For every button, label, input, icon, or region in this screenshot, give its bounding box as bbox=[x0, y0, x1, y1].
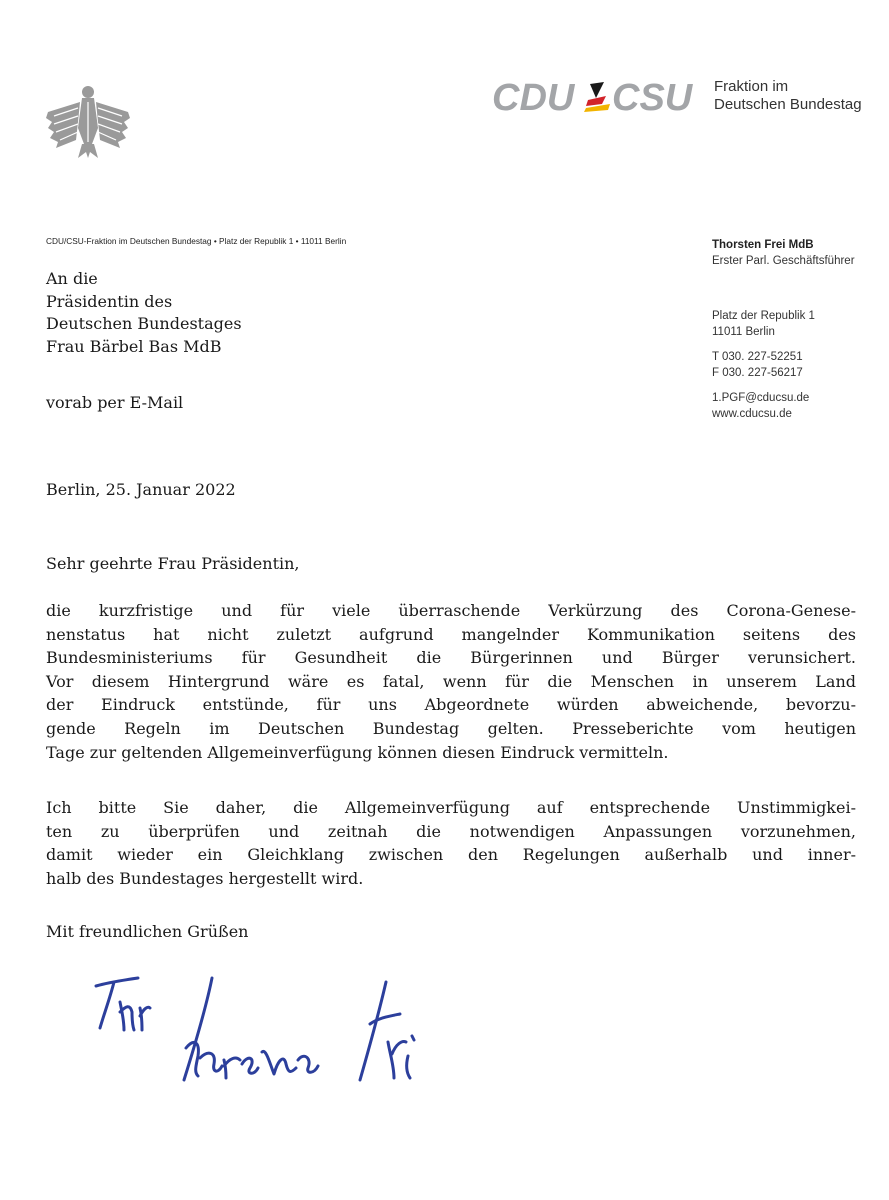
paragraph-line: damit wieder ein Gleichklang zwischen den Regelungen außerhalb und inner- bbox=[46, 845, 856, 865]
body-paragraph-1 bbox=[46, 599, 856, 764]
paragraph-line: die kurzfristige und für viele überraschende Verkürzung des Corona-Genese- bbox=[46, 601, 856, 620]
paragraph-line: Tage zur geltenden Allgemeinverfügung können diesen Eindruck vermitteln. bbox=[46, 742, 669, 762]
recipient-line-1: An die bbox=[46, 269, 98, 288]
body-paragraph-2 bbox=[46, 796, 856, 890]
closing-phrase: Mit freundlichen Grüßen bbox=[46, 922, 249, 941]
cdu-csu-logo bbox=[492, 76, 704, 116]
bundestag-eagle-logo bbox=[42, 82, 134, 160]
sender-phone: T 030. 227-52251 bbox=[712, 351, 803, 363]
date-line: Berlin, 25. Januar 2022 bbox=[46, 480, 236, 499]
sender-block bbox=[712, 237, 855, 422]
return-address: CDU/CSU-Fraktion im Deutschen Bundestag • Platz der Republik 1 • 11011 Berlin bbox=[46, 236, 347, 246]
sender-email[interactable]: 1.PGF@cducsu.de bbox=[712, 392, 810, 404]
logo-csu-text: CSU bbox=[612, 77, 693, 116]
paragraph-line: Bundesministeriums für Gesundheit die Bürgerinnen und Bürger verunsichert. bbox=[46, 648, 856, 668]
sender-web[interactable]: www.cducsu.de bbox=[712, 408, 792, 420]
sender-name: Thorsten Frei MdB bbox=[712, 239, 814, 251]
fraktion-label bbox=[714, 78, 862, 114]
logo-flag-mark bbox=[584, 82, 610, 112]
handwritten-signature bbox=[90, 968, 420, 1093]
paragraph-line: halb des Bundestages hergestellt wird. bbox=[46, 868, 364, 888]
logo-cdu-text: CDU bbox=[492, 77, 575, 116]
paragraph-line: nenstatus hat nicht zuletzt aufgrund mangelnder Kommunikation seitens des bbox=[46, 624, 856, 644]
fraktion-line-1: Fraktion im bbox=[714, 78, 789, 95]
recipient-line-4: Frau Bärbel Bas MdB bbox=[46, 336, 222, 356]
delivery-note: vorab per E-Mail bbox=[46, 393, 184, 412]
paragraph-line: Vor diesem Hintergrund wäre es fatal, wenn für die Menschen in unserem Land bbox=[46, 671, 856, 691]
recipient-line-3: Deutschen Bundestages bbox=[46, 314, 242, 333]
recipient-line-2: Präsidentin des bbox=[46, 291, 173, 311]
salutation: Sehr geehrte Frau Präsidentin, bbox=[46, 554, 300, 573]
recipient-address bbox=[46, 268, 242, 358]
fraktion-line-2: Deutschen Bundestag bbox=[714, 96, 862, 113]
paragraph-line: ten zu überprüfen und zeitnah die notwendigen Anpassungen vorzunehmen, bbox=[46, 821, 856, 841]
sender-role: Erster Parl. Geschäftsführer bbox=[712, 255, 855, 267]
sender-fax: F 030. 227-56217 bbox=[712, 367, 803, 379]
paragraph-line: der Eindruck entstünde, für uns Abgeordnete würden abweichende, bevorzu- bbox=[46, 695, 856, 715]
paragraph-line: gende Regeln im Deutschen Bundestag gelten. Presseberichte vom heutigen bbox=[46, 718, 856, 738]
paragraph-line: Ich bitte Sie daher, die Allgemeinverfügung auf entsprechende Unstimmigkei- bbox=[46, 798, 856, 817]
sender-city: 11011 Berlin bbox=[712, 326, 775, 338]
sender-street: Platz der Republik 1 bbox=[712, 310, 815, 322]
